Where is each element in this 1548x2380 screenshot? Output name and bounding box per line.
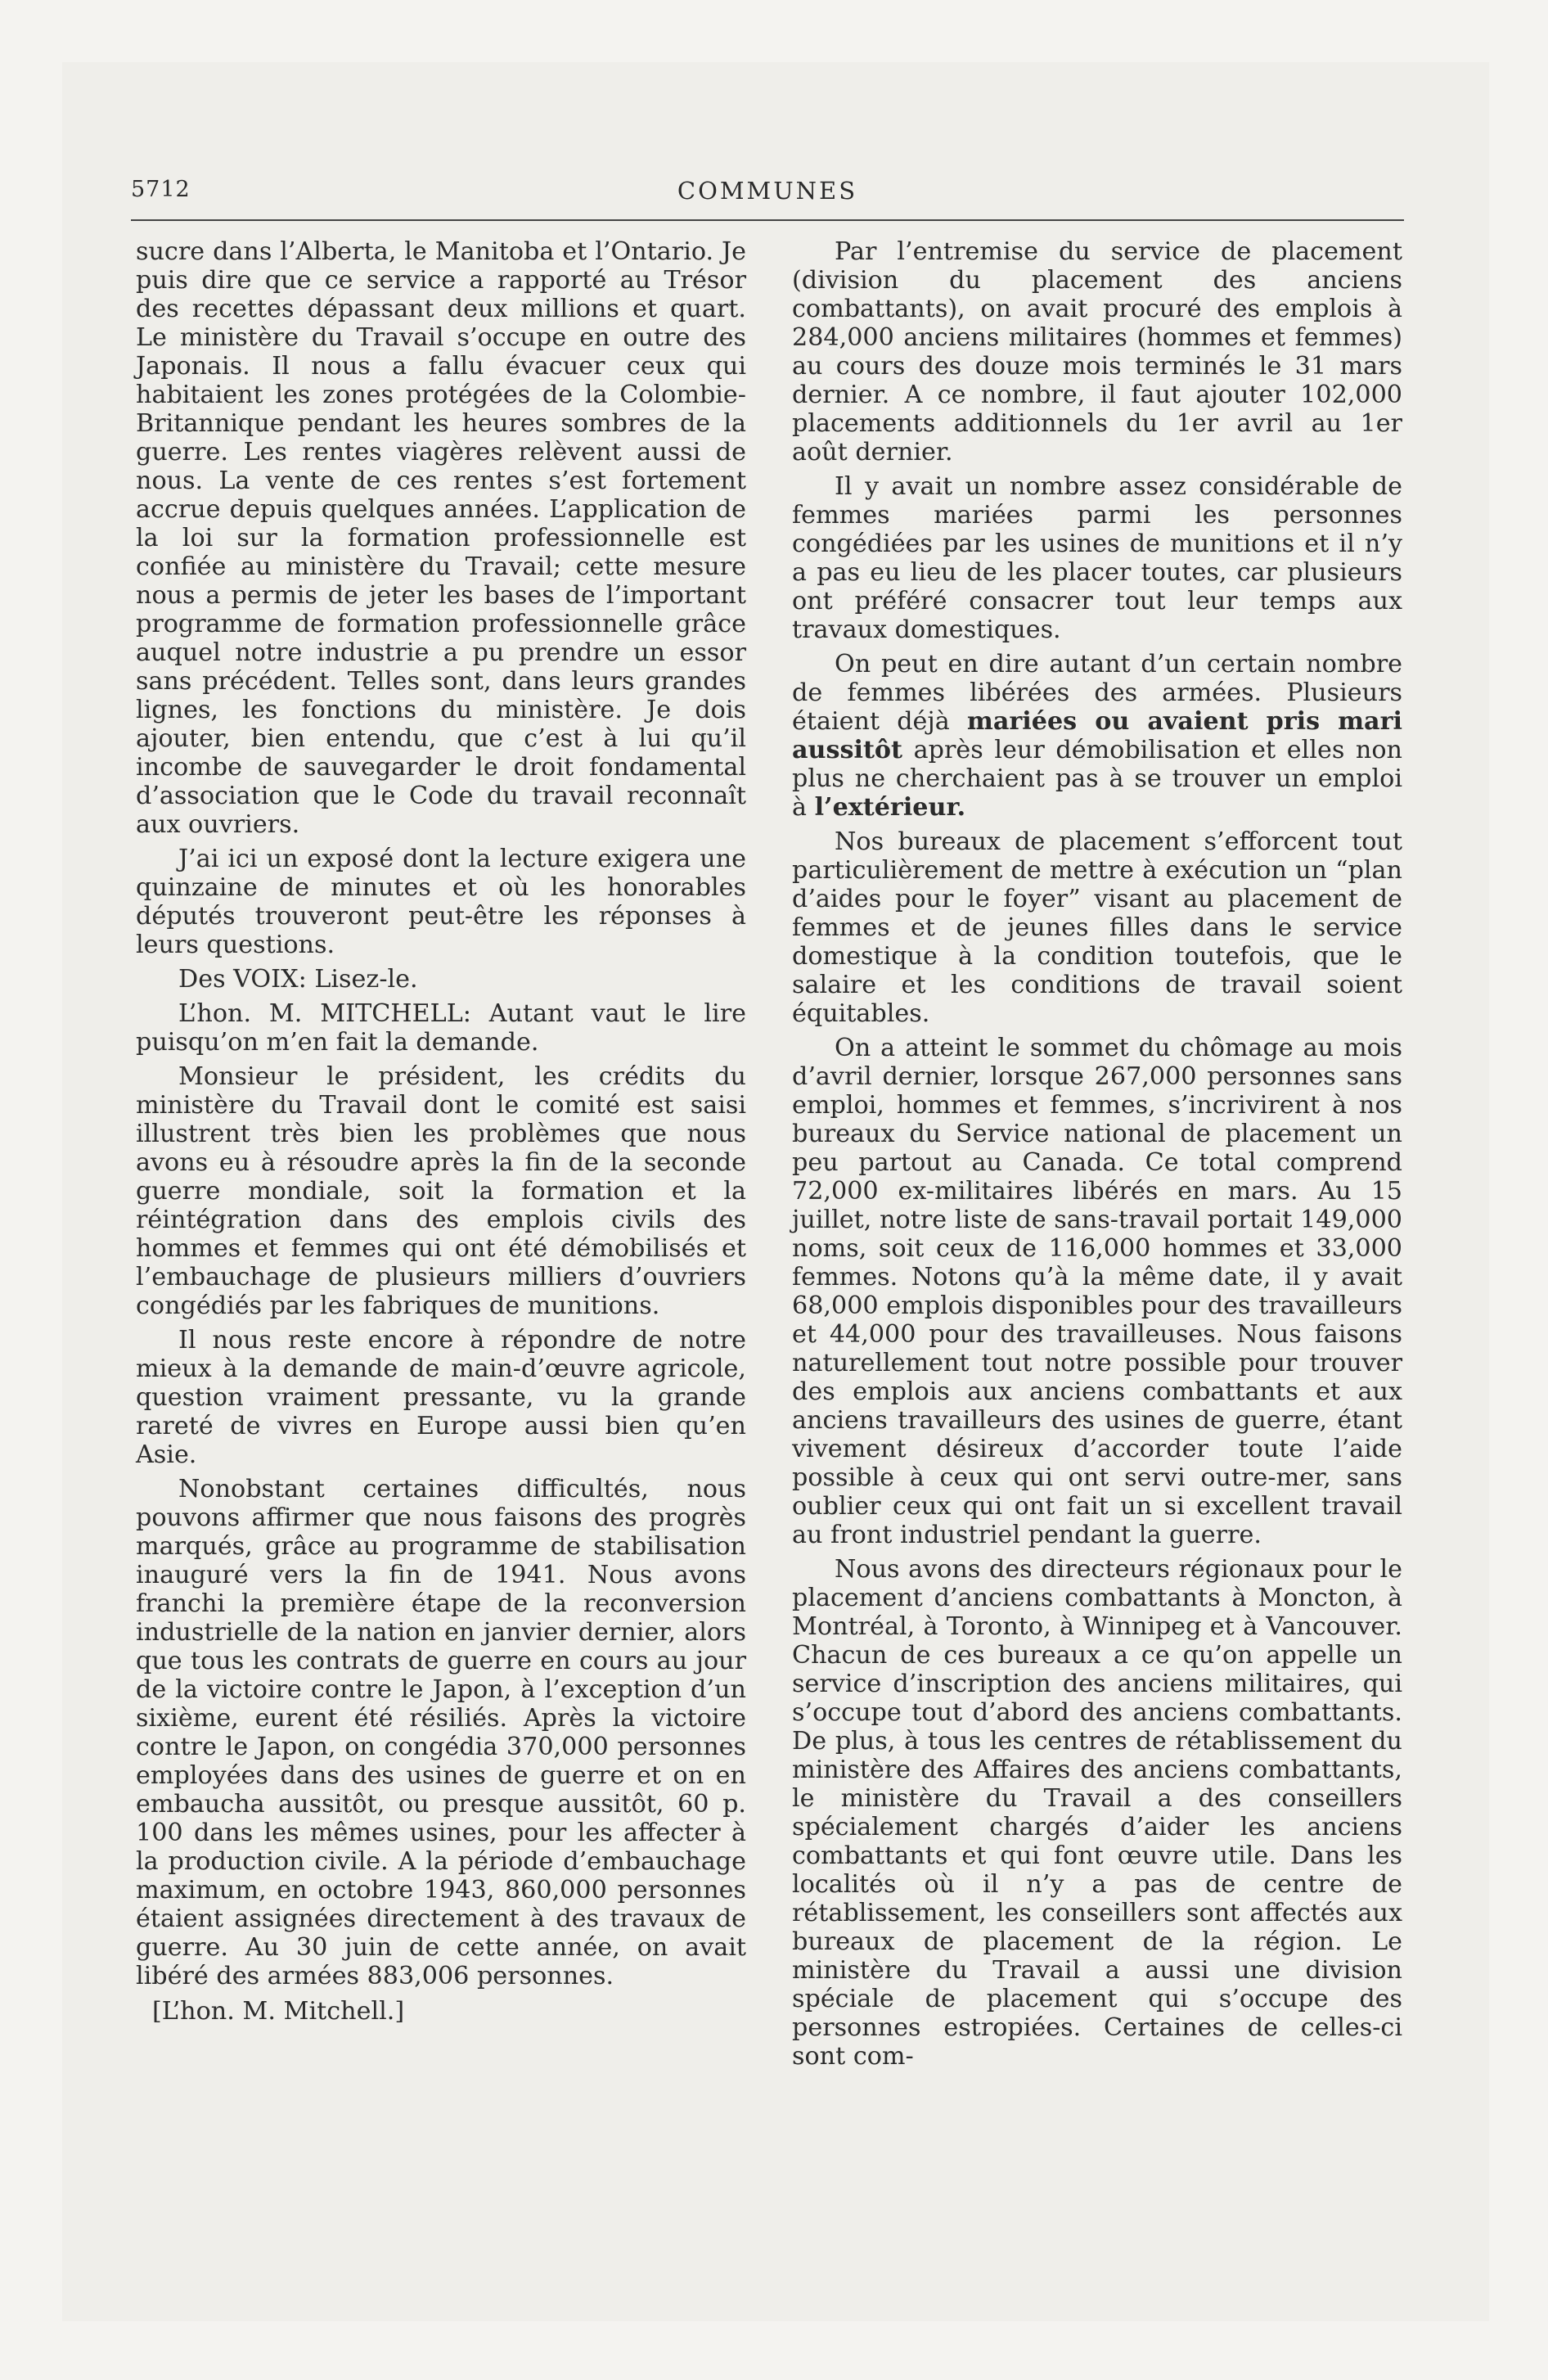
bold-text-run: l’extérieur.: [814, 793, 966, 822]
speaker-note: [L’hon. M. Mitchell.]: [152, 1997, 405, 2026]
paragraph: [792, 650, 1402, 822]
right-column: [792, 237, 1402, 2076]
paragraph: On a atteint le sommet du chômage au mois d’avril dernier, lorsque 267,000 personnes sans emploi, hommes et femmes, s’incrivirent à nos bureaux du Service national de placement un peu partout au Canada. Ce total comprend 72,000 ex-militaires libérés en mars. Au 15 juillet, notre liste de sans-travail portait 149,000 noms, soit ceux de 116,000 hommes et 33,000 femmes. Notons qu’à la même date, il y avait 68,000 emplois disponibles pour des travailleurs et 44,000 pour des travailleuses. Nous faisons naturellement tout notre possible pour trouver des emplois aux anciens combattants et aux anciens travailleurs des usines de guerre, étant vivement désireux d’accorder toute l’aide possible à ceux qui ont servi outre-mer, sans oublier ceux qui ont fait un si excellent travail au front industriel pendant la guerre.: [792, 1034, 1402, 1549]
paragraph: J’ai ici un exposé dont la lecture exigera une quinzaine de minutes et où les honorables députés trouveront peut-être les réponses à leurs questions.: [136, 845, 746, 959]
paragraph: sucre dans l’Alberta, le Manitoba et l’Ontario. Je puis dire que ce service a rapporté au Trésor des recettes dépassant deux millions et quart. Le ministère du Travail s’occupe en outre des Japonais. Il nous a fallu évacuer ceux qui habitaient les zones protégées de la Colombie-Britannique pendant les heures sombres de la guerre. Les rentes viagères relèvent aussi de nous. La vente de ces rentes s’est fortement accrue depuis quelques années. L’application de la loi sur la formation professionnelle est confiée au ministère du Travail; cette mesure nous a permis de jeter les bases de l’important programme de formation professionnelle grâce auquel notre industrie a pu prendre un essor sans précédent. Telles sont, dans leurs grandes lignes, les fonctions du ministère. Je dois ajouter, bien entendu, que c’est à lui qu’il incombe de sauvegarder le droit fondamental d’association que le Code du travail reconnaît aux ouvriers.: [136, 237, 746, 839]
left-column: [136, 237, 746, 2031]
paragraph: Il nous reste encore à répondre de notre mieux à la demande de main-d’œuvre agricole, question vraiment pressante, vu la grande rareté de vivres en Europe aussi bien qu’en Asie.: [136, 1326, 746, 1469]
paragraph: Il y avait un nombre assez considérable de femmes mariées parmi les personnes congédiées par les usines de munitions et il n’y a pas eu lieu de les placer toutes, car plusieurs ont préféré consacrer tout leur temps aux travaux domestiques.: [792, 472, 1402, 644]
text-run: On peut en dire autant d’un certain nombre de femmes libérées des armées. Plusieurs étaient déjà: [792, 650, 1402, 736]
paragraph: Nonobstant certaines difficultés, nous pouvons affirmer que nous faisons des progrès marqués, grâce au programme de stabilisation inauguré vers la fin de 1941. Nous avons franchi la première étape de la reconversion industrielle de la nation en janvier dernier, alors que tous les contrats de guerre en cours au jour de la victoire contre le Japon, à l’exception d’un sixième, eurent été résiliés. Après la victoire contre le Japon, on congédia 370,000 personnes employées dans des usines de guerre et on en embaucha aussitôt, ou presque aussitôt, 60 p. 100 dans les mêmes usines, pour les affecter à la production civile. A la période d’embauchage maximum, en octobre 1943, 860,000 personnes étaient assignées directement à des travaux de guerre. Au 30 juin de cette année, on avait libéré des armées 883,006 personnes.: [136, 1475, 746, 1990]
paragraph: Par l’entremise du service de placement (division du placement des anciens combattants), on avait procuré des emplois à 284,000 anciens militaires (hommes et femmes) au cours des douze mois terminés le 31 mars dernier. A ce nombre, il faut ajouter 102,000 placements additionnels du 1er avril au 1er août dernier.: [792, 237, 1402, 467]
bold-text-run: mariées ou avaient pris mari aussitôt: [792, 707, 1402, 764]
running-head: COMMUNES: [677, 177, 858, 205]
paragraph: Monsieur le président, les crédits du ministère du Travail dont le comité est saisi illustrent très bien les problèmes que nous avons eu à résoudre après la fin de la seconde guerre mondiale, soit la formation et la réintégration dans des emplois civils des hommes et femmes qui ont été démobilisés et l’embauchage de plusieurs milliers d’ouvriers congédiés par les fabriques de munitions.: [136, 1062, 746, 1320]
header-rule: [131, 219, 1404, 221]
page-number: 5712: [131, 177, 191, 202]
text-run: après leur démobilisation et elles non plus ne cherchaient pas à se trouver un emploi à: [792, 736, 1402, 822]
paragraph: Nous avons des directeurs régionaux pour le placement d’anciens combattants à Moncton, à Montréal, à Toronto, à Winnipeg et à Vancouver. Chacun de ces bureaux a ce qu’on appelle un service d’inscription des anciens militaires, qui s’occupe tout d’abord des anciens combattants. De plus, à tous les centres de rétablissement du ministère des Affaires des anciens combattants, le ministère du Travail a des conseillers spécialement chargés d’aider les anciens combattants et qui font œuvre utile. Dans les localités où il n’y a pas de centre de rétablissement, les conseillers sont affectés aux bureaux de placement de la région. Le ministère du Travail a aussi une division spéciale de placement qui s’occupe des personnes estropiées. Certaines de celles-ci sont com-: [792, 1555, 1402, 2071]
paragraph: L’hon. M. MITCHELL: Autant vaut le lire puisqu’on m’en fait la demande.: [136, 999, 746, 1057]
page-header: [131, 177, 1404, 218]
paragraph: Des VOIX: Lisez-le.: [178, 965, 418, 994]
paragraph: Nos bureaux de placement s’efforcent tout particulièrement de mettre à exécution un “plan d’aides pour le foyer” visant au placement de femmes et de jeunes filles dans le service domestique à la condition toutefois, que le salaire et les conditions de travail soient équitables.: [792, 827, 1402, 1028]
